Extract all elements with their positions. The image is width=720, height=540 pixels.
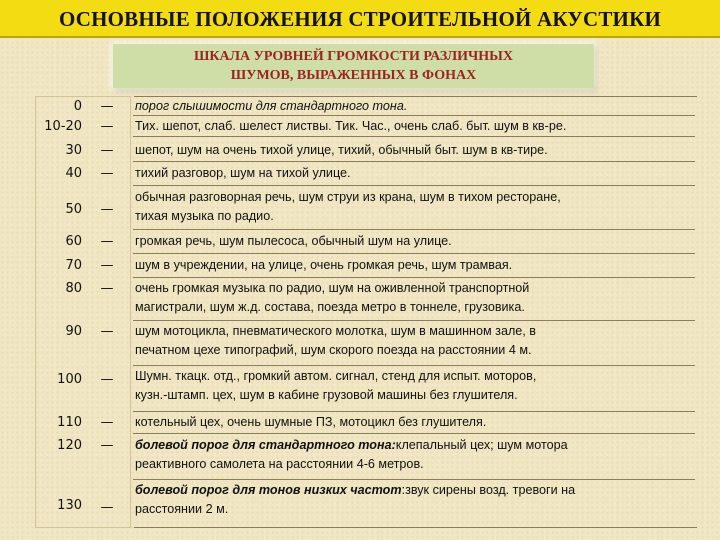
page-title: ОСНОВНЫЕ ПОЛОЖЕНИЯ СТРОИТЕЛЬНОЙ АКУСТИКИ — [58, 7, 662, 31]
row-description — [133, 141, 695, 162]
row-description — [133, 232, 695, 254]
level-value: 130 — [57, 498, 82, 513]
dash: — — [100, 415, 114, 430]
dash: — — [100, 234, 114, 249]
dash: — — [100, 99, 114, 114]
description-line-1: обычная разговорная речь, шум струи из крана, шум в тихом ресторане, — [135, 190, 561, 204]
dash: — — [100, 324, 114, 339]
description-line-1: шум мотоцикла, пневматического молотка, шум в машинном зале, в — [135, 324, 536, 338]
dash: — — [100, 119, 114, 134]
row-description — [133, 97, 695, 116]
dash: — — [100, 281, 114, 296]
level-value: 120 — [57, 438, 82, 453]
description-emphasis: болевой порог для тонов низких частот — [135, 483, 402, 497]
level-value: 10-20 — [44, 119, 82, 134]
dash: — — [100, 166, 114, 181]
row-description — [133, 413, 695, 434]
description-line-1: :звук сирены возд. тревоги на — [401, 483, 576, 497]
level-column-frame — [35, 96, 131, 528]
description-line-1: Тих. шепот, слаб. шелест листвы. Тик. Час., очень слаб. быт. шум в кв-ре. — [135, 119, 567, 133]
description-line-2: расстоянии 2 м. — [135, 502, 229, 517]
level-value: 90 — [65, 324, 82, 339]
description-line-2: магистрали, шум ж.д. состава, поезда метро в тоннеле, грузовика. — [135, 300, 525, 315]
description-line-1: тихий разговор, шум на тихой улице. — [135, 166, 351, 180]
dash: — — [100, 258, 114, 273]
description-line-1: шепот, шум на очень тихой улице, тихий, обычный быт. шум в кв-тире. — [135, 143, 548, 157]
row-description — [133, 481, 695, 527]
description-line-2: кузн.-штамп. цех, шум в кабине грузовой машины без глушителя. — [135, 388, 518, 403]
row-description — [133, 256, 695, 278]
row-description — [133, 279, 695, 321]
row-description — [133, 367, 695, 412]
description-line-1: клепальный цех; шум мотора — [395, 438, 568, 452]
dash: — — [100, 438, 114, 453]
description-line-1: громкая речь, шум пылесоса, обычный шум на улице. — [135, 234, 452, 248]
level-value: 70 — [65, 258, 82, 273]
description-line-2: тихая музыка по радио. — [135, 209, 274, 224]
description-line-1: очень громкая музыка по радио, шум на оживленной транспортной — [135, 281, 530, 295]
row-description — [133, 322, 695, 366]
subtitle-box — [113, 44, 594, 88]
level-value: 60 — [65, 234, 82, 249]
level-value: 100 — [57, 372, 82, 387]
row-description — [133, 188, 695, 230]
description-line-1: Шумн. ткацк. отд., громкий автом. сигнал, стенд для испыт. моторов, — [135, 369, 537, 383]
subtitle-line-1: ШКАЛА УРОВНЕЙ ГРОМКОСТИ РАЗЛИЧНЫХ — [193, 49, 514, 64]
level-value: 30 — [65, 143, 82, 158]
level-value: 80 — [65, 281, 82, 296]
description-line-1: шум в учреждении, на улице, очень громкая речь, шум трамвая. — [135, 258, 513, 272]
dash: — — [100, 372, 114, 387]
dash: — — [100, 143, 114, 158]
level-value: 110 — [57, 415, 82, 430]
description-line-2: печатном цехе типографий, шум скорого поезда на расстоянии 4 м. — [135, 343, 532, 358]
level-value: 0 — [73, 99, 82, 114]
dash: — — [100, 500, 114, 515]
level-value: 50 — [65, 202, 82, 217]
description-line-1: порог слышимости для стандартного тона. — [135, 99, 408, 113]
description-line-2: реактивного самолета на расстоянии 4-6 метров. — [135, 457, 424, 472]
row-description — [133, 117, 695, 137]
level-value: 40 — [65, 166, 82, 181]
subtitle-line-2: ШУМОВ, ВЫРАЖЕННЫХ В ФОНАХ — [230, 68, 477, 83]
dash: — — [100, 202, 114, 217]
description-emphasis: болевой порог для стандартного тона: — [135, 438, 396, 452]
description-line-1: котельный цех, очень шумные ПЗ, мотоцикл без глушителя. — [135, 415, 487, 429]
row-description — [133, 436, 695, 480]
row-description — [133, 164, 695, 186]
